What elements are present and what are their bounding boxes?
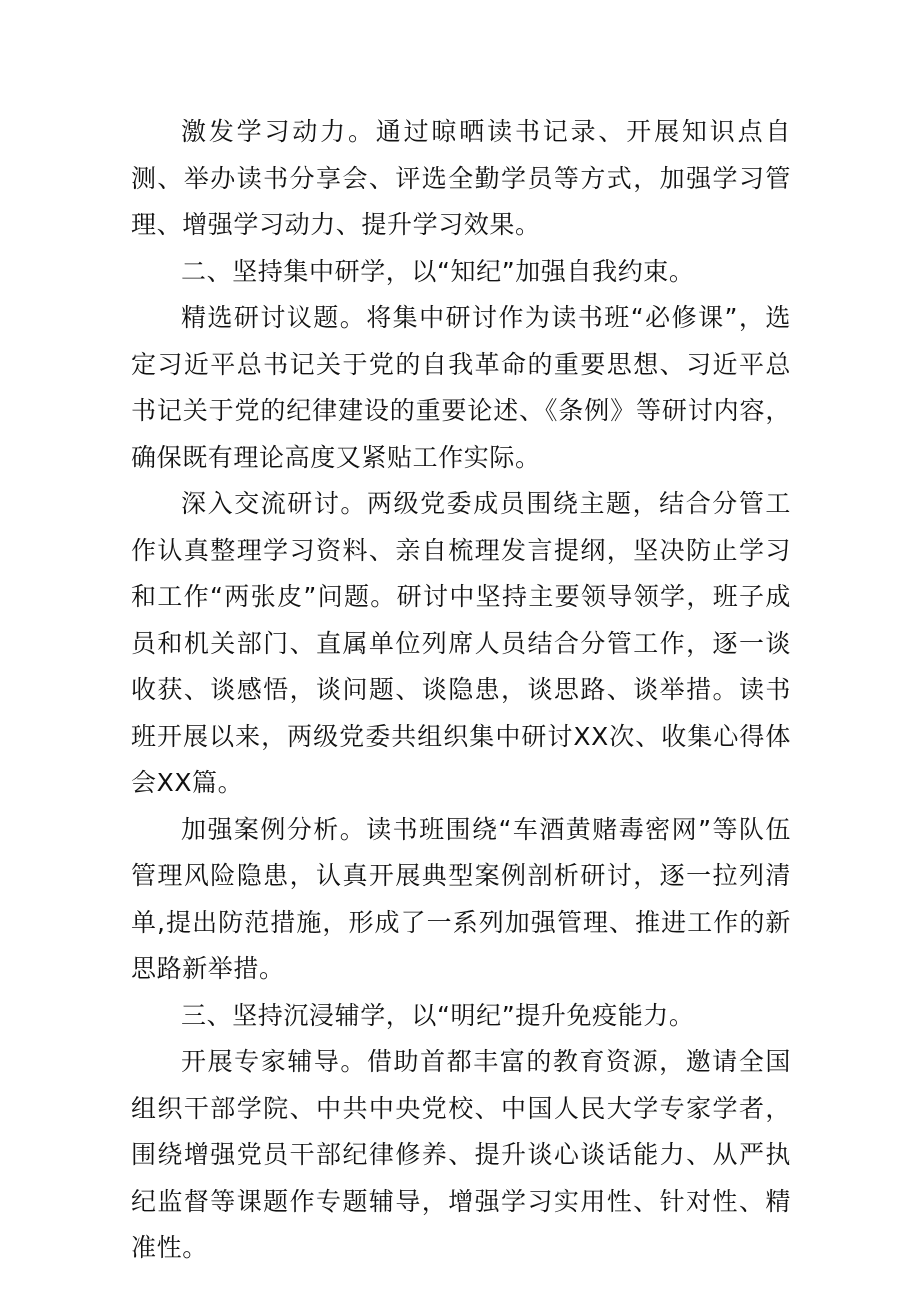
paragraph-4: 深入交流研讨。两级党委成员围绕主题，结合分管工作认真整理学习资料、亲自梳理发言提纲，坚决防止学习和工作“两张皮”问题。研讨中坚持主要领导领学，班子成员和机关部门、直属单位列席人员结合分管工作，逐一谈收获、谈感悟，谈问题、谈隐患，谈思路、谈举措。读书班开展以来，两级党委共组织集中研讨XX次、收集心得体会XX篇。 <box>131 489 791 797</box>
paragraph-3: 精选研讨议题。将集中研讨作为读书班“必修课”，选定习近平总书记关于党的自我革命的重要思想、习近平总书记关于党的纪律建设的重要论述、《条例》等研讨内容，确保既有理论高度又紧贴工作实际。 <box>131 303 791 472</box>
document-body <box>131 109 791 1272</box>
paragraph-7: 开展专家辅导。借助首都丰富的教育资源，邀请全国组织干部学院、中共中央党校、中国人民大学专家学者，围绕增强党员干部纪律修养、提升谈心谈话能力、从严执纪监督等课题作专题辅导，增强学习实用性、针对性、精准性。 <box>131 1047 791 1262</box>
section-heading-3: 三、坚持沉浸辅学，以“明纪”提升免疫能力。 <box>181 1000 695 1030</box>
paragraph-5: 加强案例分析。读书班围绕“车酒黄赌毒密网”等队伍管理风险隐患，认真开展典型案例剖析研讨，逐一拉列清单,提出防范措施，形成了一系列加强管理、推进工作的新思路新举措。 <box>131 814 791 983</box>
paragraph-1: 激发学习动力。通过晾晒读书记录、开展知识点自测、举办读书分享会、评选全勤学员等方式，加强学习管理、增强学习动力、提升学习效果。 <box>131 117 791 239</box>
section-heading-2: 二、坚持集中研学，以“知纪”加强自我约束。 <box>181 256 695 286</box>
